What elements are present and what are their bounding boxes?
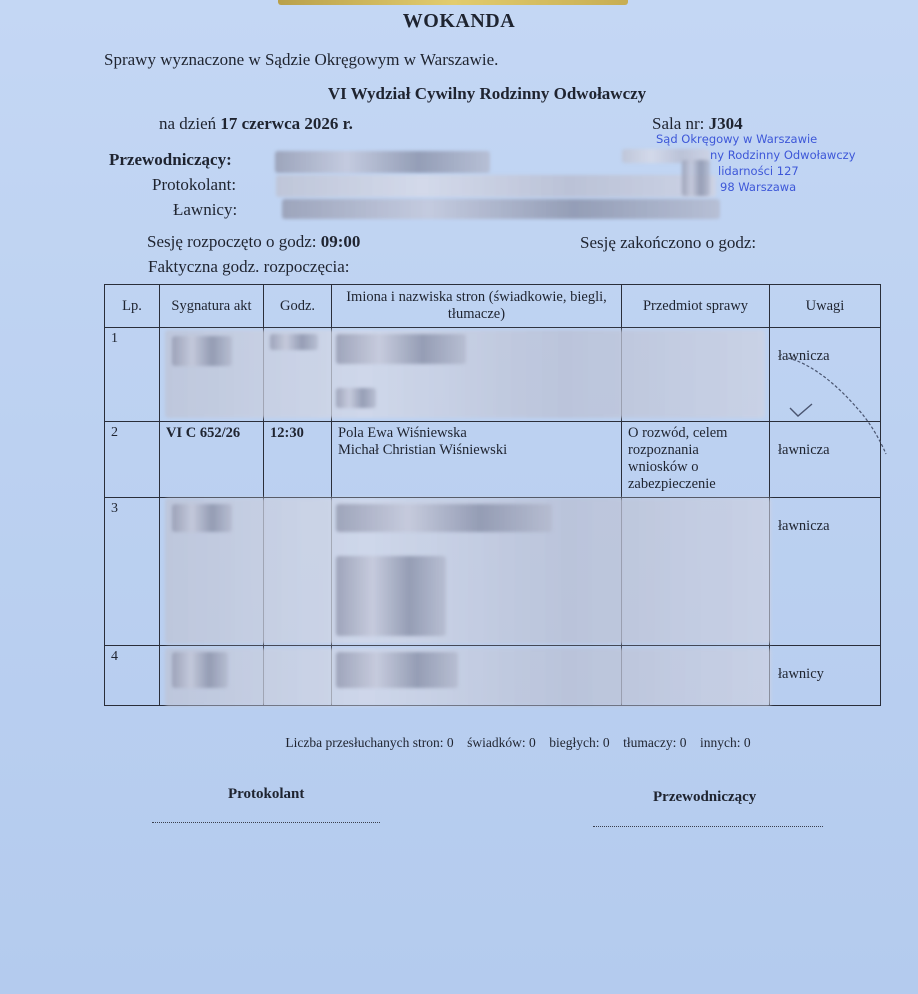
row-notes: ławnicza — [770, 498, 881, 646]
row-parties — [332, 422, 622, 498]
document-title: WOKANDA — [402, 10, 516, 32]
row-lp: 4 — [105, 646, 160, 706]
session-start-value: 09:00 — [320, 232, 361, 251]
header-signature: Sygnatura akt — [160, 285, 264, 328]
redacted-jurors-names — [282, 199, 720, 219]
redacted-signature — [172, 336, 232, 366]
row-signature: VI C 652/26 — [160, 422, 264, 498]
redacted-parties — [336, 652, 458, 688]
signature-line-clerk — [152, 822, 380, 823]
intro-text: Sprawy wyznaczone w Sądzie Okręgowym w Warszawie. — [104, 50, 499, 69]
jurors-label: Ławnicy: — [173, 200, 238, 219]
chair-label: Przewodniczący: — [109, 150, 232, 169]
row-notes: ławnicza — [770, 328, 881, 422]
row-lp: 2 — [105, 422, 160, 498]
redacted-parties — [336, 334, 466, 364]
date-value: 17 czerwca 2026 r. — [220, 114, 353, 133]
redacted-parties — [336, 388, 376, 408]
clipboard-clip — [278, 0, 628, 5]
redacted-parties — [336, 504, 552, 532]
header-subject: Przedmiot sprawy — [622, 285, 770, 328]
checkmark-icon — [782, 350, 892, 462]
header-lp: Lp. — [105, 285, 160, 328]
row-notes: ławnicza — [770, 422, 881, 498]
redacted-parties — [336, 556, 446, 636]
redacted-row-4 — [165, 648, 771, 706]
room-label: Sala nr: — [652, 114, 705, 133]
department-name: VI Wydział Cywilny Rodzinny Odwoławczy — [327, 84, 647, 103]
stamp-line: 98 Warszawa — [720, 180, 797, 194]
header-time: Godz. — [264, 285, 332, 328]
table-row — [105, 422, 881, 498]
row-notes: ławnicy — [770, 646, 881, 706]
date-prefix: na dzień — [159, 114, 217, 133]
session-end-label: Sesję zakończono o godz: — [580, 233, 757, 252]
hearing-date — [159, 114, 353, 134]
stamp-line: lidarności 127 — [718, 164, 799, 178]
redacted-signature — [172, 504, 232, 532]
header-notes: Uwagi — [770, 285, 881, 328]
row-lp: 3 — [105, 498, 160, 646]
session-start-label: Sesję rozpoczęto o godz: — [147, 232, 317, 251]
row-subject: O rozwód, celem rozpoznania wniosków o zabezpieczenie — [622, 422, 770, 498]
room-value: J304 — [708, 114, 743, 133]
counts-summary: Liczba przesłuchanych stron: 0 świadków: 0 biegłych: 0 tłumaczy: 0 innych: 0 — [285, 735, 751, 750]
redacted-chair-name — [275, 151, 490, 173]
clerk-label: Protokolant: — [152, 175, 237, 194]
signature-clerk: Protokolant — [228, 786, 305, 802]
session-start — [147, 232, 360, 252]
signature-chair: Przewodniczący — [653, 789, 757, 805]
party-name: Michał Christian Wiśniewski — [338, 442, 508, 458]
actual-start-label: Faktyczna godz. rozpoczęcia: — [148, 257, 350, 276]
row-time: 12:30 — [264, 422, 332, 498]
redacted-time — [270, 334, 318, 350]
header-parties: Imiona i nazwiska stron (świadkowie, biegli, tłumacze) — [332, 285, 622, 328]
row-lp: 1 — [105, 328, 160, 422]
stamp-line: ny Rodzinny Odwoławczy — [710, 148, 856, 162]
table-header-row — [105, 285, 881, 328]
redacted-signature — [172, 652, 228, 688]
party-name: Pola Ewa Wiśniewska — [338, 425, 467, 441]
court-stamp — [624, 131, 884, 195]
signature-line-chair — [593, 826, 823, 827]
stamp-line: Sąd Okręgowy w Warszawie — [656, 132, 818, 146]
